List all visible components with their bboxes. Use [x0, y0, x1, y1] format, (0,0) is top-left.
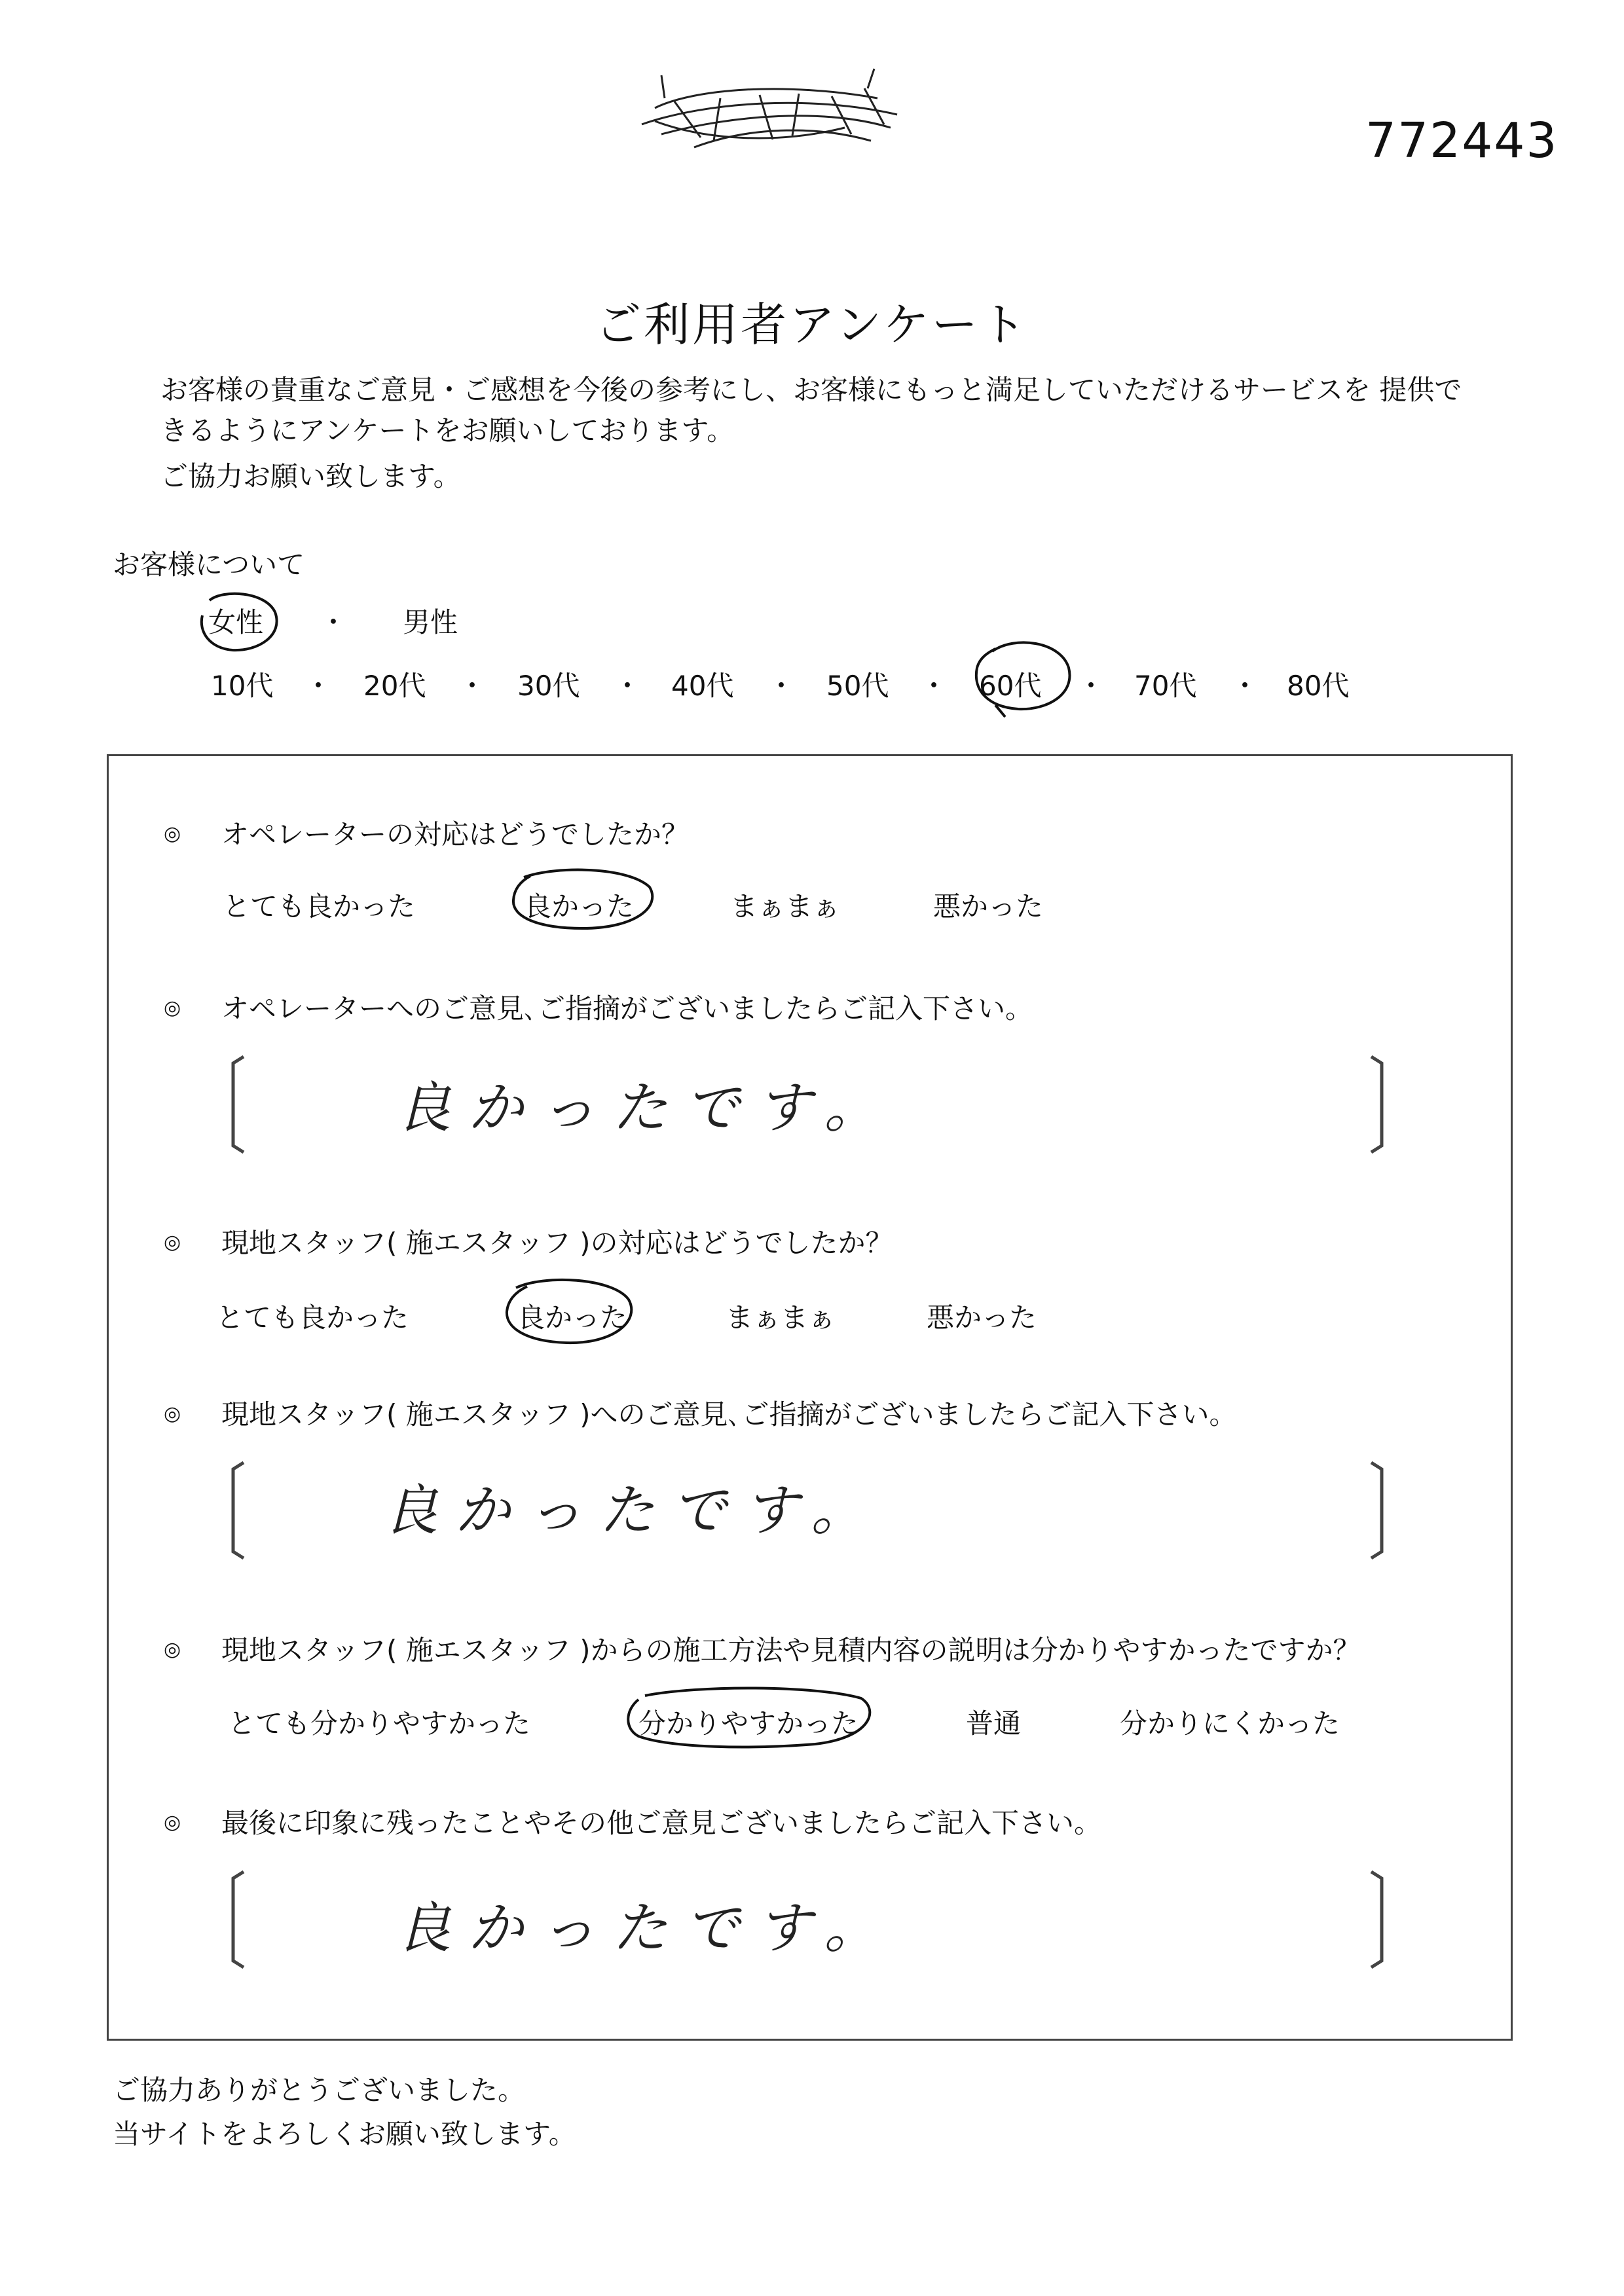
age-option-20[interactable]: 20代 — [363, 670, 426, 702]
question-6-bullet: ◎ — [164, 1811, 181, 1834]
answer-bracket-left-2 — [229, 1054, 246, 1156]
intro-text-line3: ご協力お願い致します。 — [160, 460, 461, 492]
selection-circle-question-1 — [504, 864, 661, 936]
question-5-bullet: ◎ — [164, 1638, 181, 1661]
question-3-option-very-good[interactable]: とても良かった — [216, 1302, 409, 1334]
handwritten-scribble — [616, 62, 917, 160]
footer-thanks: ご協力ありがとうございました。 — [113, 2074, 526, 2106]
question-1-option-so-so[interactable]: まぁまぁ — [730, 890, 841, 922]
age-separator-4: ・ — [767, 670, 796, 702]
answer-bracket-right-2 — [1369, 1054, 1386, 1156]
age-option-30[interactable]: 30代 — [517, 670, 580, 702]
age-option-50[interactable]: 50代 — [826, 670, 889, 702]
question-5-option-clear[interactable]: 分かりやすかった — [638, 1707, 859, 1740]
answer-handwriting-4: 良かったです。 — [383, 1478, 883, 1542]
question-5-text: 現地スタッフ( 施エスタッフ )からの施工方法や見積内容の説明は分かりやすかったですか？ — [221, 1634, 1361, 1666]
document-id: 772443 — [1365, 113, 1559, 169]
age-option-40[interactable]: 40代 — [671, 670, 734, 702]
age-option-60[interactable]: 60代 — [979, 670, 1042, 702]
customer-section-label: お客様について — [113, 549, 305, 581]
answer-bracket-right-4 — [1369, 1460, 1386, 1561]
answer-bracket-right-6 — [1369, 1869, 1386, 1971]
age-separator-5: ・ — [920, 670, 948, 702]
selection-circle-question-3 — [498, 1273, 642, 1352]
question-2-text: オペレーターへのご意見､ご指摘がございましたらご記入下さい。 — [221, 993, 1033, 1025]
gender-separator: ・ — [320, 606, 348, 638]
age-separator-7: ・ — [1231, 670, 1259, 702]
question-3-text: 現地スタッフ( 施エスタッフ )の対応はどうでしたか？ — [221, 1227, 893, 1259]
answer-bracket-left-6 — [229, 1869, 246, 1971]
selection-circle-question-5 — [619, 1684, 881, 1753]
question-3-option-so-so[interactable]: まぁまぁ — [726, 1302, 836, 1334]
gender-option-male[interactable]: 男性 — [403, 606, 458, 638]
question-2-bullet: ◎ — [164, 996, 181, 1019]
answer-bracket-left-4 — [229, 1460, 246, 1561]
footer-request: 当サイトをよろしくお願い致します。 — [113, 2118, 576, 2150]
question-1-option-very-good[interactable]: とても良かった — [223, 890, 416, 922]
age-separator-3: ・ — [614, 670, 642, 702]
page-title: ご利用者アンケート — [595, 298, 1029, 352]
question-3-bullet: ◎ — [164, 1231, 181, 1254]
intro-text-line1: お客様の貴重なご意見・ご感想を今後の参考にし、お客様にもっと満足していただけるサービスを 提供で — [160, 374, 1462, 406]
selection-circle-age — [963, 632, 1080, 723]
age-separator-1: ・ — [304, 670, 333, 702]
age-option-10[interactable]: 10代 — [211, 670, 274, 702]
question-1-option-good[interactable]: 良かった — [524, 890, 635, 922]
answer-handwriting-6: 良かったです。 — [396, 1896, 896, 1960]
question-4-bullet: ◎ — [164, 1402, 181, 1425]
question-5-option-very-clear[interactable]: とても分かりやすかった — [228, 1707, 531, 1740]
age-option-70[interactable]: 70代 — [1134, 670, 1197, 702]
gender-option-female[interactable]: 女性 — [208, 606, 264, 638]
question-4-text: 現地スタッフ( 施エスタッフ )へのご意見､ご指摘がございましたらご記入下さい。 — [221, 1398, 1237, 1430]
age-separator-2: ・ — [458, 670, 487, 702]
question-5-option-unclear[interactable]: 分かりにくかった — [1120, 1707, 1340, 1740]
answer-handwriting-2: 良かったです。 — [396, 1076, 896, 1140]
question-5-option-normal[interactable]: 普通 — [966, 1707, 1022, 1740]
selection-circle-gender — [193, 586, 285, 658]
question-1-bullet: ◎ — [164, 822, 181, 845]
question-1-text: オペレーターの対応はどうでしたか？ — [221, 818, 690, 850]
question-3-option-bad[interactable]: 悪かった — [927, 1302, 1037, 1334]
question-3-option-good[interactable]: 良かった — [517, 1302, 628, 1334]
question-1-option-bad[interactable]: 悪かった — [933, 890, 1044, 922]
age-option-80[interactable]: 80代 — [1287, 670, 1350, 702]
intro-text-line2: きるようにアンケートをお願いしております。 — [160, 414, 735, 446]
age-separator-6: ・ — [1077, 670, 1105, 702]
question-6-text: 最後に印象に残ったことやその他ご意見ございましたらご記入下さい。 — [221, 1807, 1102, 1839]
